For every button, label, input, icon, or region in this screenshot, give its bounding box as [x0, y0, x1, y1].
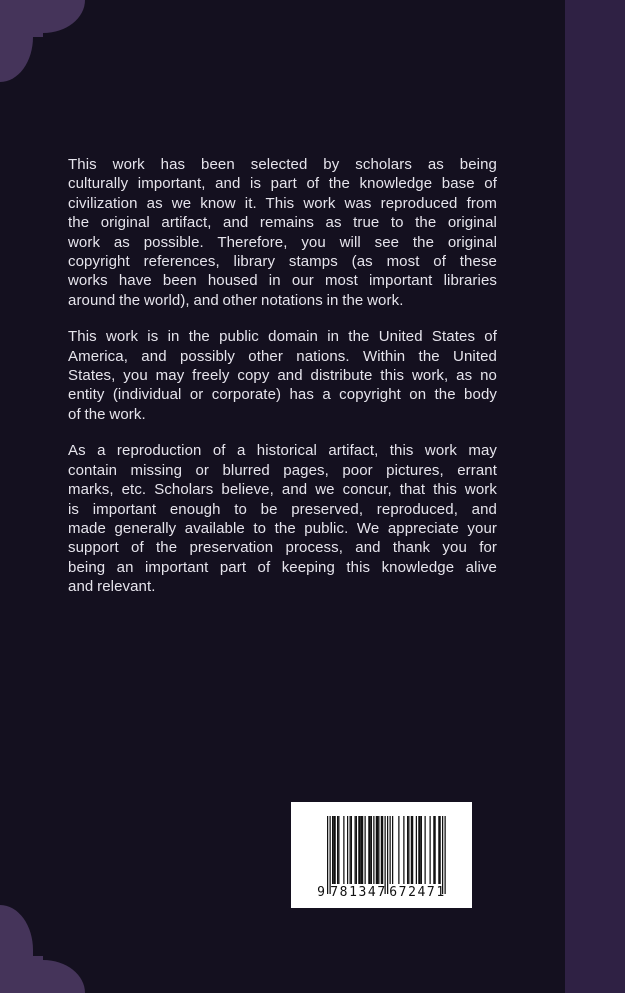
text-line: contain missing or blurred pages, poor pictures, errant [68, 461, 497, 479]
barcode-digits-right: 672471 [389, 885, 446, 900]
text-line: entity (individual or corporate) has a copyright on the body [68, 386, 497, 404]
decoration-blob [0, 0, 85, 33]
text-line: copyright references, library stamps (as most of these [68, 253, 497, 271]
decoration-blob [0, 960, 85, 993]
barcode-digits-left: 781347 [330, 885, 387, 900]
text-line: civilization as we know it. This work was reproduced from [68, 194, 497, 212]
text-line: and relevant. [68, 578, 156, 596]
text-line: around the world), and other notations in the work. [68, 291, 404, 309]
barcode-digit-system: 9 [317, 885, 325, 900]
text-line: States, you may freely copy and distribute this work, as no [68, 367, 497, 385]
text-line: culturally important, and is part of the knowledge base of [68, 175, 497, 193]
text-line: America, and possibly other nations. Within the United [68, 347, 497, 365]
body-text [68, 155, 497, 597]
paragraph [68, 441, 497, 596]
text-line: of the work. [68, 405, 146, 423]
text-line: made generally available to the public. We appreciate your [68, 519, 497, 537]
text-line: the original artifact, and remains as true to the original [68, 214, 497, 232]
text-line: being an important part of keeping this knowledge alive [68, 558, 497, 576]
text-line: This work has been selected by scholars as being [68, 156, 497, 173]
text-line: works have been housed in our most important libraries [68, 272, 497, 290]
right-edge-band [565, 0, 625, 993]
barcode [291, 802, 472, 908]
paragraph [68, 327, 497, 424]
text-line: As a reproduction of a historical artifact, this work may [68, 442, 497, 460]
text-line: marks, etc. Scholars believe, and we concur, that this work [68, 481, 497, 499]
text-line: is important enough to be preserved, reproduced, and [68, 500, 497, 518]
paragraph [68, 155, 497, 310]
text-line: This work is in the public domain in the United States of [68, 328, 497, 346]
text-line: work as possible. Therefore, you will see the original [68, 233, 497, 251]
text-line: support of the preservation process, and thank you for [68, 539, 497, 557]
